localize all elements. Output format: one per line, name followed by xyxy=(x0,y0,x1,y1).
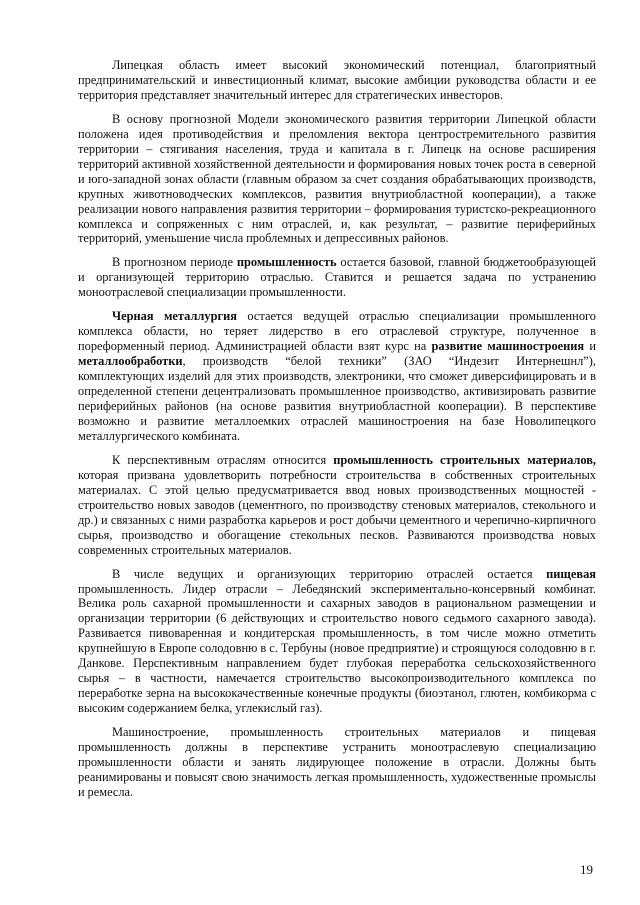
text-run: Липецкая область имеет высокий экономический потенциал, благоприятный предпринимательский и инвестиционный климат, высокие амбиции руководства области и ее территория представляет значительный интерес для стратегических инвесторов. xyxy=(78,58,596,102)
text-run: В числе ведущих и организующих территорию отраслей остается xyxy=(112,566,547,581)
document-body xyxy=(78,58,596,809)
bold-term: промышленность xyxy=(236,255,337,270)
paragraph-5 xyxy=(78,453,596,558)
bold-term: металлообработки xyxy=(78,354,183,369)
paragraph-6 xyxy=(78,567,596,717)
bold-term: пищевая xyxy=(546,566,596,581)
text-run: К перспективным отраслям относится xyxy=(112,452,334,467)
text-run: , производств “белой техники” (ЗАО “Индезит Интернешнл”), комплектующих изделий для этих производств, электроники, что сможет диверсифицировать и в определенной степени децентрализовать промышленное производство, активизировать развитие периферийных районов (на основе развития внутриобластной кооперации). В перспективе возможно и развитие металлоемких отраслей машиностроения на базе Новолипецкого металлургического комбината. xyxy=(78,354,596,443)
paragraph-3 xyxy=(78,255,596,300)
text-run: В прогнозном периоде xyxy=(112,255,237,270)
text-run: остается ведущей отраслью специализации промышленного комплекса области, но теряет лидерство в его отраслевой структуре, полученное в пореформенный период. Администрацией области взят курс на xyxy=(78,309,596,354)
text-run: В основу прогнозной Модели экономического развития территории Липецкой области положена идея противодействия и преломления вектора центростремительного развития территории – стягивания населения, труда и капитала в г. Липецк на основе расширения территорий активной хозяйственной деятельности и формирования новых точек роста в северной и юго-западной зонах области (главным образом за счет создания обрабатывающих производств, крупных животноводческих комплексов, развития внутриобластной кооперации), а также реализации нового направления развития территории – формирования туристско-рекреационного комплекса и сопряженных с ним отраслей, и, как результат, – развитие периферийных территорий, уменьшение числа проблемных и депрессивных районов. xyxy=(78,111,596,246)
paragraph-2 xyxy=(78,112,596,247)
paragraph-1 xyxy=(78,58,596,103)
paragraph-7 xyxy=(78,725,596,800)
text-run: остается базовой, главной бюджетообразующей и организующей территорию отраслью. Ставится и решается задача по устранению моноотраслевой специализации промышленности. xyxy=(78,255,596,300)
text-run: и xyxy=(584,339,596,354)
text-run: которая призвана удовлетворить потребности строительства в собственных строительных материалах. С этой целью предусматривается ввод новых производственных мощностей - строительство новых заводов (цементного, по производству стеновых материалов, стекольного и др.) и связанных с ними разработка карьеров и рост добычи цементного и черепично-кирпичного сырья, производство и обогащение стекольных песков. Развиваются производства новых современных строительных материалов. xyxy=(78,467,596,557)
page-number: 19 xyxy=(580,862,593,877)
text-run: Машиностроение, промышленность строительных материалов и пищевая промышленность должны в перспективе устранить моноотраслевую специализацию промышленности области и занять лидирующее положение в отрасли. Должны быть реанимированы и повысят свою значимость легкая промышленность, художественные промыслы и ремесла. xyxy=(78,725,596,799)
paragraph-4 xyxy=(78,309,596,444)
bold-term: развитие машиностроения xyxy=(431,339,585,354)
bold-term: промышленность строительных материалов, xyxy=(333,452,597,467)
bold-term: Черная металлургия xyxy=(112,309,237,324)
text-run: промышленность. Лидер отрасли – Лебедянский экспериментально-консервный комбинат. Велика роль сахарной промышленности и сахарных заводов в рациональном размещении и организации территории (6 действующих и строительство нового седьмого сахарного завода). Развивается пивоваренная и кондитерская промышленность, в том числе можно отметить крупнейшую в Европе солодовню в с. Тербуны (новое предприятие) и строящуюся солодовню в г. Данкове. Перспективным направлением будет глубокая переработка сельскохозяйственного сырья – в частности, намечается строительство высокопроизводительного комплекса по переработке зерна на высококачественные конечные продукты (биоэтанол, глютен, комбикорма с высоким содержанием белка, углекислый газ). xyxy=(78,581,596,716)
